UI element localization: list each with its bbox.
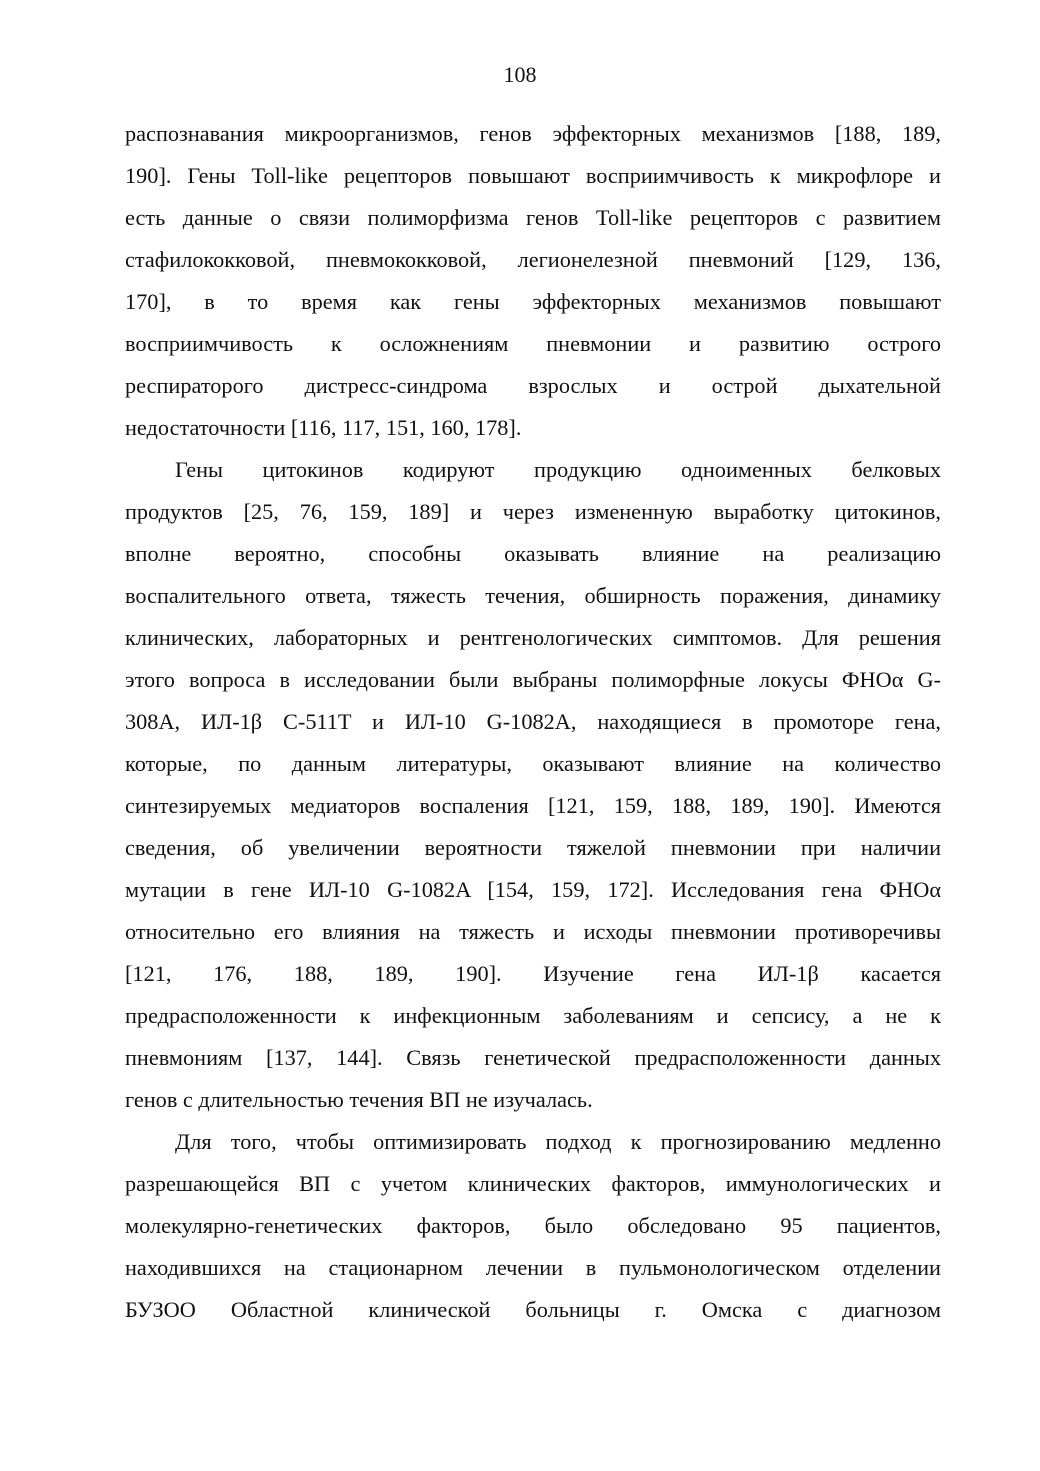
text-line: относительно его влияния на тяжесть и исходы пневмонии противоречивы <box>125 919 941 944</box>
text-line: синтезируемых медиаторов воспаления [121, 159, 188, 189, 190]. Имеются <box>125 793 941 818</box>
paragraph-3 <box>125 1121 941 1331</box>
text-line: восприимчивость к осложнениям пневмонии и развитию острого <box>125 331 941 356</box>
text-line: 170], в то время как гены эффекторных механизмов повышают <box>125 289 941 314</box>
text-line: недостаточности [116, 117, 151, 160, 178]. <box>125 415 522 440</box>
text-line: находившихся на стационарном лечении в пульмонологическом отделении <box>125 1255 941 1280</box>
text-line: этого вопроса в исследовании были выбраны полиморфные локусы ФНОα G- <box>125 667 941 692</box>
text-line: разрешающейся ВП с учетом клинических факторов, иммунологических и <box>125 1171 941 1196</box>
text-line: Для того, чтобы оптимизировать подход к прогнозированию медленно <box>175 1129 941 1154</box>
text-line: пневмониям [137, 144]. Связь генетической предрасположенности данных <box>125 1045 941 1070</box>
text-line: мутации в гене ИЛ-10 G-1082A [154, 159, 172]. Исследования гена ФНОα <box>125 877 941 902</box>
text-line: продуктов [25, 76, 159, 189] и через измененную выработку цитокинов, <box>125 499 941 524</box>
text-line: генов с длительностью течения ВП не изучалась. <box>125 1087 593 1112</box>
text-line: которые, по данным литературы, оказывают влияние на количество <box>125 751 941 776</box>
text-line: БУЗОО Областной клинической больницы г. Омска с диагнозом <box>125 1297 941 1322</box>
paragraph-2 <box>125 449 941 1121</box>
text-line: вполне вероятно, способны оказывать влияние на реализацию <box>125 541 941 566</box>
text-line: стафилококковой, пневмококковой, легионелезной пневмоний [129, 136, <box>125 247 941 272</box>
text-line: 308A, ИЛ-1β C-511T и ИЛ-10 G-1082A, находящиеся в промоторе гена, <box>125 709 941 734</box>
text-line: молекулярно-генетических факторов, было обследовано 95 пациентов, <box>125 1213 941 1238</box>
text-line: [121, 176, 188, 189, 190]. Изучение гена ИЛ-1β касается <box>125 961 941 986</box>
body-text <box>125 113 941 1331</box>
text-line: 190]. Гены Toll-like рецепторов повышают восприимчивость к микрофлоре и <box>125 163 941 188</box>
text-line: клинических, лабораторных и рентгенологических симптомов. Для решения <box>125 625 941 650</box>
text-line: Гены цитокинов кодируют продукцию одноименных белковых <box>175 457 941 482</box>
paragraph-1 <box>125 113 941 449</box>
text-line: воспалительного ответа, тяжесть течения, обширность поражения, динамику <box>125 583 941 608</box>
text-line: распознавания микроорганизмов, генов эффекторных механизмов [188, 189, <box>125 121 941 146</box>
text-line: респираторого дистресс-синдрома взрослых и острой дыхательной <box>125 373 941 398</box>
page-number: 108 <box>503 62 537 87</box>
text-line: предрасположенности к инфекционным заболеваниям и сепсису, а не к <box>125 1003 941 1028</box>
text-line: есть данные о связи полиморфизма генов Toll-like рецепторов с развитием <box>125 205 941 230</box>
text-line: сведения, об увеличении вероятности тяжелой пневмонии при наличии <box>125 835 941 860</box>
